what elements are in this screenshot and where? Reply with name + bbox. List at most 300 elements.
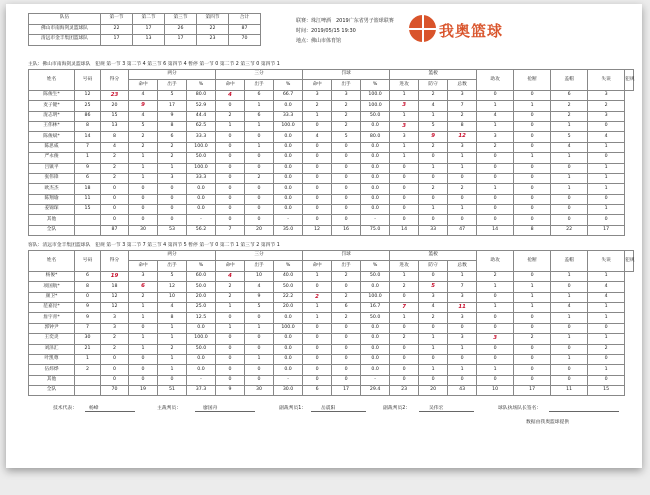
stat-cell: 0 bbox=[101, 215, 129, 225]
stat-cell: 17 bbox=[158, 101, 187, 111]
stat-cell: 43 bbox=[448, 386, 477, 396]
stat-cell: 56.2 bbox=[187, 225, 216, 235]
stat-cell: 0 bbox=[551, 194, 588, 204]
score-cell: 70 bbox=[229, 35, 261, 46]
stat-cell: 0 bbox=[588, 215, 625, 225]
stat-cell: 5 bbox=[332, 132, 361, 142]
stat-cell: 0 bbox=[390, 163, 419, 173]
stat-cell: 1 bbox=[588, 173, 625, 183]
stat-cell: 0.0 bbox=[361, 153, 390, 163]
stat-cell: 12 bbox=[158, 282, 187, 292]
stat-cell: 20 bbox=[419, 386, 448, 396]
score-header: 第三节 bbox=[165, 14, 197, 25]
home-team-stats-table bbox=[28, 69, 634, 236]
main-ref-name: 廖国舟 bbox=[203, 406, 218, 411]
column-header: 得分 bbox=[101, 70, 129, 91]
column-header: 抢断 bbox=[514, 70, 551, 91]
stat-cell: 20.0 bbox=[187, 292, 216, 302]
stat-cell: 1 bbox=[158, 334, 187, 344]
stat-cell: 0 bbox=[216, 334, 245, 344]
stat-cell: 3 bbox=[303, 90, 332, 100]
column-header: 号码 bbox=[75, 70, 101, 91]
column-header: 三分 bbox=[216, 251, 303, 261]
player-row bbox=[29, 354, 634, 364]
stat-cell: 0 bbox=[303, 173, 332, 183]
stat-cell: 5 bbox=[245, 302, 274, 312]
stat-cell: 17 bbox=[588, 225, 625, 235]
player-row bbox=[29, 323, 634, 333]
stat-cell: 3 bbox=[448, 313, 477, 323]
stat-cell: 0 bbox=[514, 184, 551, 194]
stat-cell: 0 bbox=[477, 292, 514, 302]
stat-cell: 50.0 bbox=[361, 111, 390, 121]
stat-cell: 0 bbox=[303, 282, 332, 292]
stat-cell: 0 bbox=[332, 344, 361, 354]
stat-cell: 4 bbox=[216, 90, 245, 100]
stat-cell: 0 bbox=[514, 215, 551, 225]
stat-cell: 1 bbox=[448, 163, 477, 173]
column-header: % bbox=[274, 80, 303, 90]
player-name: 其他 bbox=[29, 215, 75, 225]
player-row bbox=[29, 302, 634, 312]
stat-cell: 0.0 bbox=[274, 344, 303, 354]
stat-cell: 0 bbox=[419, 375, 448, 385]
stat-cell: 3 bbox=[477, 132, 514, 142]
stat-cell: 0 bbox=[514, 132, 551, 142]
stat-cell: 1 bbox=[158, 163, 187, 173]
stat-cell: 1 bbox=[448, 153, 477, 163]
stat-cell: 0 bbox=[390, 323, 419, 333]
player-name: 颜卫* bbox=[29, 292, 75, 302]
stat-cell: 0 bbox=[588, 153, 625, 163]
stat-cell: 1 bbox=[514, 101, 551, 111]
stat-cell: 2 bbox=[303, 292, 332, 302]
stat-cell: 0 bbox=[332, 163, 361, 173]
stat-cell: 0 bbox=[477, 163, 514, 173]
stat-cell bbox=[75, 225, 101, 235]
player-row bbox=[29, 163, 634, 173]
player-row bbox=[29, 90, 634, 100]
stat-cell: 0 bbox=[390, 354, 419, 364]
stat-cell: 0 bbox=[588, 323, 625, 333]
stat-cell: 3 bbox=[448, 142, 477, 152]
away-team-stats-table bbox=[28, 250, 634, 396]
stat-cell: 2 bbox=[332, 111, 361, 121]
stat-cell: 2 bbox=[332, 101, 361, 111]
stat-cell: 2 bbox=[477, 142, 514, 152]
stat-cell: 0 bbox=[448, 323, 477, 333]
stat-cell: 8 bbox=[75, 121, 101, 131]
stat-cell: 0 bbox=[303, 344, 332, 354]
stat-cell: 0 bbox=[551, 205, 588, 215]
stat-cell: 100.0 bbox=[274, 323, 303, 333]
stat-cell: 0 bbox=[332, 323, 361, 333]
stat-cell: 0 bbox=[514, 323, 551, 333]
stat-cell: 1 bbox=[419, 365, 448, 375]
stat-cell: 0 bbox=[390, 184, 419, 194]
stat-cell: 0 bbox=[245, 334, 274, 344]
stat-cell: 1 bbox=[419, 205, 448, 215]
stat-cell: 0 bbox=[216, 163, 245, 173]
stat-cell: 0 bbox=[129, 205, 158, 215]
player-row bbox=[29, 142, 634, 152]
score-cell: 17 bbox=[101, 35, 133, 46]
stat-cell: 1 bbox=[448, 205, 477, 215]
stat-cell: 0 bbox=[551, 215, 588, 225]
stat-cell: 0.0 bbox=[274, 153, 303, 163]
stat-cell: 0 bbox=[303, 354, 332, 364]
stat-cell: 7 bbox=[448, 101, 477, 111]
stat-cell: 1 bbox=[129, 173, 158, 183]
stat-cell: 20 bbox=[101, 101, 129, 111]
player-name: 欧杰杰 bbox=[29, 184, 75, 194]
stat-cell: 1 bbox=[129, 344, 158, 354]
stat-cell: 1 bbox=[551, 173, 588, 183]
stat-cell: 2 bbox=[101, 334, 129, 344]
stat-cell: 0 bbox=[129, 194, 158, 204]
stat-cell: 0 bbox=[332, 184, 361, 194]
player-row bbox=[29, 313, 634, 323]
stat-cell: 0.0 bbox=[361, 194, 390, 204]
tech-rep-name: 杨峰 bbox=[89, 406, 99, 411]
stat-cell: 9 bbox=[129, 101, 158, 111]
stat-cell: 1 bbox=[216, 302, 245, 312]
stat-cell: 19 bbox=[129, 386, 158, 396]
stat-cell: 1 bbox=[448, 344, 477, 354]
stat-cell: 1 bbox=[303, 313, 332, 323]
stat-cell: 0 bbox=[588, 121, 625, 131]
stat-cell: 1 bbox=[129, 334, 158, 344]
player-name: 全队 bbox=[29, 225, 75, 235]
stat-cell: 0.0 bbox=[361, 323, 390, 333]
column-header: 姓名 bbox=[29, 70, 75, 91]
stat-cell: 1 bbox=[477, 184, 514, 194]
stat-cell: 0 bbox=[477, 344, 514, 354]
stat-cell: 17 bbox=[514, 386, 551, 396]
stat-cell: 1 bbox=[158, 365, 187, 375]
stat-cell: 2 bbox=[245, 173, 274, 183]
player-name: 麦子键* bbox=[29, 101, 75, 111]
stat-cell: 0.0 bbox=[274, 173, 303, 183]
player-name: 王伟林* bbox=[29, 121, 75, 131]
stat-cell: 33.3 bbox=[187, 132, 216, 142]
stat-cell: 3 bbox=[477, 334, 514, 344]
stat-cell: 12 bbox=[75, 90, 101, 100]
score-header: 合计 bbox=[229, 14, 261, 25]
column-header: 盖帽 bbox=[551, 70, 588, 91]
stat-cell: 1 bbox=[390, 90, 419, 100]
stat-cell bbox=[75, 215, 101, 225]
stat-cell: 0 bbox=[129, 354, 158, 364]
stat-cell: 0 bbox=[216, 194, 245, 204]
officials-footer bbox=[53, 404, 633, 414]
stat-cell: 0.0 bbox=[361, 142, 390, 152]
stat-cell: 0 bbox=[216, 153, 245, 163]
stat-cell: 7 bbox=[448, 282, 477, 292]
stat-cell: 11 bbox=[448, 302, 477, 312]
stat-cell: 0 bbox=[216, 344, 245, 354]
stat-cell: 2 bbox=[551, 111, 588, 121]
stat-cell: 8 bbox=[448, 121, 477, 131]
stat-cell: 0 bbox=[129, 365, 158, 375]
stat-cell: 16.7 bbox=[361, 302, 390, 312]
score-cell: 22 bbox=[101, 24, 133, 35]
stat-cell: 0.0 bbox=[187, 205, 216, 215]
stat-cell: 0 bbox=[419, 194, 448, 204]
stat-cell: 100.0 bbox=[187, 334, 216, 344]
stat-cell: 1 bbox=[477, 365, 514, 375]
stat-cell: 0 bbox=[303, 142, 332, 152]
stat-cell: 37.3 bbox=[187, 386, 216, 396]
stat-cell: 1 bbox=[419, 163, 448, 173]
stat-cell: 47 bbox=[448, 225, 477, 235]
stat-cell: 50.0 bbox=[187, 282, 216, 292]
stat-cell: 0.0 bbox=[361, 282, 390, 292]
stat-cell: 4 bbox=[477, 111, 514, 121]
column-header: 得分 bbox=[101, 251, 129, 272]
stat-cell: 0 bbox=[551, 344, 588, 354]
stat-cell: 0 bbox=[477, 313, 514, 323]
match-info bbox=[296, 16, 394, 46]
stat-cell: 1 bbox=[551, 271, 588, 281]
stat-cell: 53 bbox=[158, 225, 187, 235]
stat-cell: 4 bbox=[419, 101, 448, 111]
stat-cell: 80.0 bbox=[361, 132, 390, 142]
stat-cell: 0 bbox=[245, 205, 274, 215]
stat-cell: 4 bbox=[129, 90, 158, 100]
stat-cell: - bbox=[274, 375, 303, 385]
stat-cell: 0 bbox=[448, 354, 477, 364]
stat-cell: 100.0 bbox=[274, 121, 303, 131]
stat-cell: 1 bbox=[551, 354, 588, 364]
stat-cell: 50.0 bbox=[187, 344, 216, 354]
stat-cell: 8 bbox=[75, 282, 101, 292]
player-name: 吕镇平 bbox=[29, 163, 75, 173]
stat-cell: 1 bbox=[551, 292, 588, 302]
stat-cell: 1 bbox=[245, 121, 274, 131]
stat-cell: - bbox=[361, 375, 390, 385]
stat-cell: 5 bbox=[158, 271, 187, 281]
stat-cell: 0.0 bbox=[187, 365, 216, 375]
column-header: 进攻 bbox=[390, 80, 419, 90]
player-name: 庞志明* bbox=[29, 111, 75, 121]
away-team-title: 客队：清远市金丰集团篮球队 犯规 第一节 3 第二节 7 第三节 4 第四节 5 暂停 第一节 0 第二节 1 第三节 2 第四节 1 bbox=[28, 243, 280, 248]
basketball-icon bbox=[409, 15, 436, 42]
stat-cell: 7 bbox=[75, 142, 101, 152]
player-name: 范嘉昆* bbox=[29, 302, 75, 312]
stat-cell: 0 bbox=[551, 163, 588, 173]
data-provider-note: 数据由我奥篮球提供 bbox=[526, 420, 570, 425]
column-header: 总数 bbox=[448, 80, 477, 90]
stat-cell: 23 bbox=[101, 90, 129, 100]
stat-cell: 13 bbox=[101, 121, 129, 131]
stat-cell: 0 bbox=[419, 323, 448, 333]
stat-cell: 0 bbox=[448, 375, 477, 385]
stat-cell: 0 bbox=[514, 163, 551, 173]
stat-cell: 14 bbox=[390, 225, 419, 235]
tech-rep-label: 技术代表： bbox=[53, 406, 77, 411]
stat-cell: 1 bbox=[129, 153, 158, 163]
stat-cell: 0 bbox=[101, 184, 129, 194]
stat-cell: 2 bbox=[216, 292, 245, 302]
player-row bbox=[29, 121, 634, 131]
sub-ref1-label: 副裁判员1： bbox=[279, 406, 307, 411]
stat-cell: 20 bbox=[245, 225, 274, 235]
stat-cell: 0 bbox=[245, 194, 274, 204]
stat-cell: 33 bbox=[419, 225, 448, 235]
score-cell: 佛山市南海剑灵篮球队 bbox=[29, 24, 101, 35]
stat-cell: 0 bbox=[477, 153, 514, 163]
stat-cell: 5 bbox=[129, 121, 158, 131]
stat-cell: 1 bbox=[477, 121, 514, 131]
sub-ref2-label: 副裁判员2： bbox=[383, 406, 411, 411]
stat-cell: 0 bbox=[245, 163, 274, 173]
player-row bbox=[29, 375, 634, 385]
player-row bbox=[29, 111, 634, 121]
score-header: 第四节 bbox=[197, 14, 229, 25]
stat-cell: 1 bbox=[75, 153, 101, 163]
stat-cell: 2 bbox=[419, 184, 448, 194]
stat-cell: 0 bbox=[245, 344, 274, 354]
column-header: 犯规 bbox=[625, 70, 634, 91]
column-header: 失误 bbox=[588, 251, 625, 272]
stat-cell: 0 bbox=[158, 205, 187, 215]
stat-cell: 0.0 bbox=[361, 173, 390, 183]
stat-cell: 9 bbox=[245, 292, 274, 302]
stat-cell: 2 bbox=[551, 101, 588, 111]
stat-cell: 0.0 bbox=[274, 365, 303, 375]
stat-cell: 0 bbox=[551, 365, 588, 375]
stat-cell: 1 bbox=[514, 292, 551, 302]
stat-cell: 2 bbox=[158, 153, 187, 163]
stat-cell: 52.9 bbox=[187, 101, 216, 111]
column-header: 出手 bbox=[332, 80, 361, 90]
stats-sheet bbox=[6, 4, 642, 468]
stat-cell: 3 bbox=[588, 111, 625, 121]
stat-cell: 2 bbox=[448, 111, 477, 121]
column-header: 出手 bbox=[158, 80, 187, 90]
stat-cell: 3 bbox=[101, 323, 129, 333]
stat-cell: 0 bbox=[101, 365, 129, 375]
stat-cell: 0 bbox=[514, 173, 551, 183]
stat-cell: 0 bbox=[514, 90, 551, 100]
stat-cell: 0 bbox=[514, 142, 551, 152]
stat-cell: 100.0 bbox=[361, 101, 390, 111]
column-header: 出手 bbox=[158, 261, 187, 271]
column-header: 防守 bbox=[419, 80, 448, 90]
player-row bbox=[29, 365, 634, 375]
stat-cell: 6 bbox=[129, 282, 158, 292]
stat-cell: 0 bbox=[448, 215, 477, 225]
stat-cell: 4 bbox=[588, 282, 625, 292]
stat-cell: 0 bbox=[588, 375, 625, 385]
stat-cell: 100.0 bbox=[187, 142, 216, 152]
stat-cell: 8 bbox=[158, 121, 187, 131]
stat-cell: 3 bbox=[448, 90, 477, 100]
stat-cell: 2 bbox=[129, 292, 158, 302]
stat-cell: 100.0 bbox=[361, 90, 390, 100]
stat-cell: 0 bbox=[216, 215, 245, 225]
stat-cell: 8 bbox=[101, 132, 129, 142]
stat-cell: 12 bbox=[101, 292, 129, 302]
stat-cell: 0 bbox=[390, 292, 419, 302]
signature-line bbox=[419, 411, 474, 412]
stat-cell: 1 bbox=[551, 184, 588, 194]
player-row bbox=[29, 344, 634, 354]
stat-cell: 0 bbox=[514, 205, 551, 215]
column-header: 篮板 bbox=[390, 70, 477, 80]
stat-cell: 6 bbox=[303, 386, 332, 396]
column-header: 助攻 bbox=[477, 70, 514, 91]
stat-cell: 70 bbox=[101, 386, 129, 396]
stat-cell: 0.0 bbox=[361, 365, 390, 375]
stat-cell: 0 bbox=[303, 215, 332, 225]
player-row bbox=[29, 271, 634, 281]
stat-cell: 0.0 bbox=[361, 205, 390, 215]
stat-cell: 0 bbox=[303, 375, 332, 385]
stat-cell: 1 bbox=[551, 313, 588, 323]
stat-cell: 2 bbox=[332, 271, 361, 281]
score-header: 第二节 bbox=[133, 14, 165, 25]
stat-cell: 1 bbox=[514, 282, 551, 292]
stat-cell: 1 bbox=[158, 354, 187, 364]
column-header: 出手 bbox=[332, 261, 361, 271]
column-header: 三分 bbox=[216, 70, 303, 80]
stat-cell: 1 bbox=[129, 313, 158, 323]
column-header: % bbox=[187, 80, 216, 90]
stat-cell: 1 bbox=[588, 184, 625, 194]
stat-cell: 60.0 bbox=[187, 271, 216, 281]
stat-cell: 2 bbox=[129, 142, 158, 152]
column-header: 命中 bbox=[303, 261, 332, 271]
stat-cell: 0.0 bbox=[361, 334, 390, 344]
stat-cell: 11 bbox=[75, 194, 101, 204]
stat-cell: 0.0 bbox=[187, 184, 216, 194]
stat-cell: 0 bbox=[216, 205, 245, 215]
stat-cell: 0 bbox=[332, 365, 361, 375]
stat-cell: 0 bbox=[332, 142, 361, 152]
stat-cell: 0 bbox=[101, 205, 129, 215]
stat-cell: 0.0 bbox=[187, 354, 216, 364]
stat-cell: 0 bbox=[245, 313, 274, 323]
column-header: 命中 bbox=[216, 80, 245, 90]
stat-cell: 0 bbox=[448, 173, 477, 183]
stat-cell: 19 bbox=[101, 271, 129, 281]
stat-cell: 40.0 bbox=[274, 271, 303, 281]
stat-cell: 2 bbox=[332, 292, 361, 302]
stat-cell: 0 bbox=[514, 121, 551, 131]
stat-cell: 51 bbox=[158, 386, 187, 396]
stat-cell: 2 bbox=[101, 163, 129, 173]
stat-cell: 0 bbox=[332, 282, 361, 292]
stat-cell bbox=[75, 375, 101, 385]
stat-cell: 0 bbox=[158, 215, 187, 225]
stat-cell: 87 bbox=[101, 225, 129, 235]
home-team-title: 主队：佛山市南海剑灵篮球队 犯规 第一节 3 第二节 4 第三节 6 第四节 4 暂停 第一节 0 第二节 2 第三节 0 第四节 1 bbox=[28, 62, 280, 67]
column-header: % bbox=[361, 261, 390, 271]
stat-cell: 1 bbox=[588, 302, 625, 312]
stat-cell: 0 bbox=[477, 90, 514, 100]
stat-cell: 66.7 bbox=[274, 90, 303, 100]
stat-cell: 0 bbox=[129, 184, 158, 194]
stat-cell: 1 bbox=[303, 111, 332, 121]
column-header: 助攻 bbox=[477, 251, 514, 272]
stat-cell: 0.0 bbox=[361, 184, 390, 194]
stat-cell: 100.0 bbox=[187, 163, 216, 173]
stat-cell: 0 bbox=[245, 365, 274, 375]
sub-ref2-name: 吴伟宏 bbox=[429, 406, 444, 411]
stat-cell: 1 bbox=[129, 163, 158, 173]
